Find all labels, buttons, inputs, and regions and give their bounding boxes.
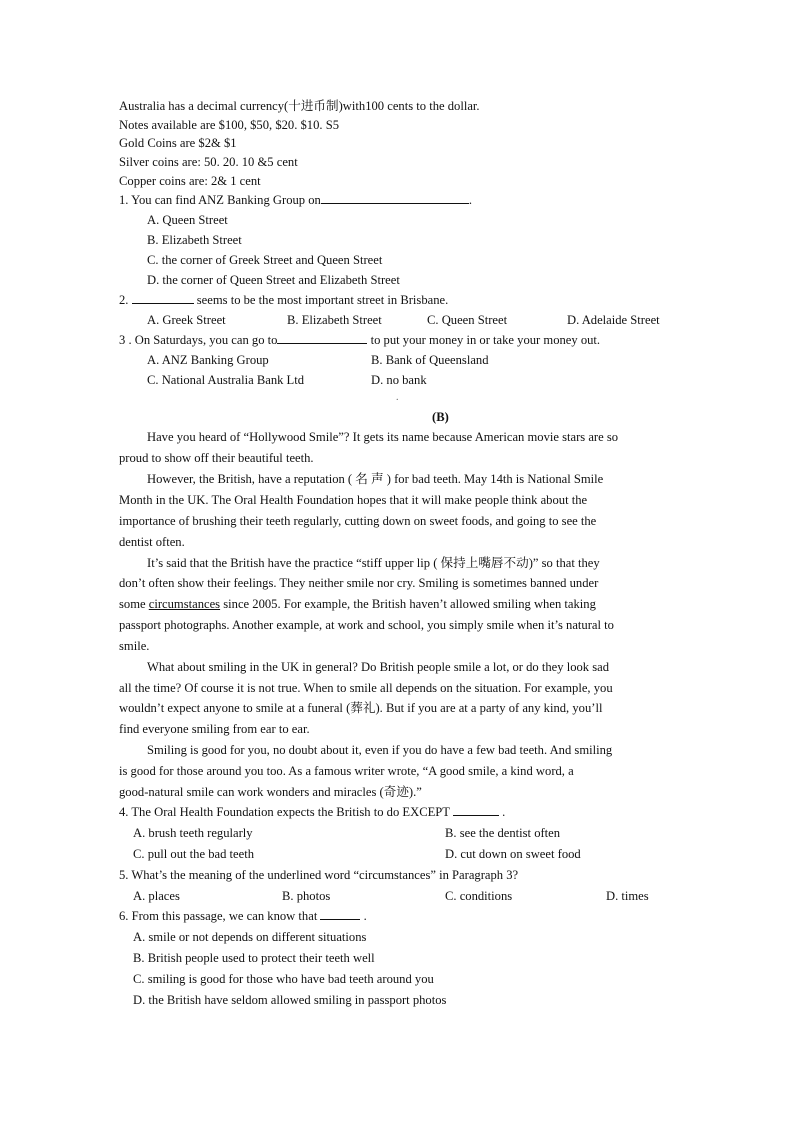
paragraph-line: find everyone smiling from ear to ear.: [119, 722, 310, 736]
question-3-stem: 3 . On Saturdays, you can go to: [119, 333, 278, 347]
option: B. photos: [282, 889, 331, 903]
paragraph-line: However, the British, have a reputation ( 名 声 ) for bad teeth. May 14th is National Smile: [147, 472, 604, 486]
paragraph-line: importance of brushing their teeth regularly, cutting down on sweet foods, and going to see the: [119, 514, 597, 528]
question-5: 5. What’s the meaning of the underlined word “circumstances” in Paragraph 3?: [119, 868, 519, 882]
option: A. ANZ Banking Group: [147, 353, 269, 367]
answer-blank: [453, 804, 499, 816]
option: C. pull out the bad teeth: [133, 847, 255, 861]
question-2-number: 2.: [119, 293, 129, 307]
option: D. the British have seldom allowed smiling in passport photos: [133, 993, 447, 1007]
intro-line: Notes available are $100, $50, $20. $10. S5: [119, 118, 339, 132]
question-4-end: .: [502, 805, 506, 819]
question-2: [119, 292, 448, 308]
option: A. Greek Street: [147, 313, 226, 327]
underlined-word: circumstances: [148, 597, 221, 611]
option: A. smile or not depends on different situations: [133, 930, 367, 944]
option: D. times: [606, 889, 649, 903]
intro-line: Gold Coins are $2& $1: [119, 136, 237, 150]
option: B. Elizabeth Street: [287, 313, 382, 327]
answer-blank: [320, 908, 360, 920]
question-1-stem: 1. You can find ANZ Banking Group on: [119, 193, 321, 207]
option: C. conditions: [445, 889, 513, 903]
paragraph-line: wouldn’t expect anyone to smile at a funeral (葬礼). But if you are at a party of any kind, you’ll: [119, 701, 603, 715]
paragraph-line: all the time? Of course it is not true. When to smile all depends on the situation. For example, you: [119, 681, 613, 695]
paragraph-line: passport photographs. Another example, at work and school, you simply smile when it’s natural to: [119, 618, 614, 632]
paragraph-line: Smiling is good for you, no doubt about it, even if you do have a few bad teeth. And smiling: [147, 743, 613, 757]
question-6-stem: 6. From this passage, we can know that: [119, 909, 318, 923]
paragraph-line: [119, 596, 596, 612]
section-title: (B): [432, 410, 449, 424]
option: C. National Australia Bank Ltd: [147, 373, 305, 387]
option: B. Elizabeth Street: [147, 233, 242, 247]
option: B. British people used to protect their teeth well: [133, 951, 375, 965]
option: D. Adelaide Street: [567, 313, 660, 327]
question-3: [119, 332, 600, 348]
intro-line: Australia has a decimal currency(十进币制)with100 cents to the dollar.: [119, 99, 480, 113]
paragraph-line: Have you heard of “Hollywood Smile”? It gets its name because American movie stars are so: [147, 430, 619, 444]
option: A. places: [133, 889, 180, 903]
stray-dot: .: [396, 392, 399, 403]
paragraph-line: dentist often.: [119, 535, 185, 549]
intro-line: Copper coins are: 2& 1 cent: [119, 174, 261, 188]
answer-blank: [277, 332, 367, 344]
option: A. brush teeth regularly: [133, 826, 253, 840]
paragraph-line: proud to show off their beautiful teeth.: [119, 451, 314, 465]
paragraph-line: don’t often show their feelings. They neither smile nor cry. Smiling is sometimes banned under: [119, 576, 599, 590]
answer-blank: [321, 192, 469, 204]
paragraph-line: What about smiling in the UK in general? Do British people smile a lot, or do they look sad: [147, 660, 610, 674]
paragraph-text: since 2005. For example, the British haven’t allowed smiling when taking: [223, 597, 596, 611]
option: A. Queen Street: [147, 213, 228, 227]
paragraph-line: smile.: [119, 639, 150, 653]
question-2-stem: seems to be the most important street in Brisbane.: [196, 293, 449, 307]
question-6-end: .: [363, 909, 367, 923]
question-1-end: .: [468, 193, 472, 207]
option: D. no bank: [371, 373, 427, 387]
question-4: [119, 804, 505, 820]
paragraph-line: good-natural smile can work wonders and miracles (奇迹).”: [119, 785, 422, 799]
option: D. cut down on sweet food: [445, 847, 581, 861]
option: C. Queen Street: [427, 313, 508, 327]
option: C. the corner of Greek Street and Queen Street: [147, 253, 383, 267]
option: C. smiling is good for those who have bad teeth around you: [133, 972, 434, 986]
paragraph-line: Month in the UK. The Oral Health Foundation hopes that it will make people think about the: [119, 493, 588, 507]
question-6: [119, 908, 367, 924]
option: B. see the dentist often: [445, 826, 561, 840]
question-4-stem: 4. The Oral Health Foundation expects the British to do EXCEPT: [119, 805, 450, 819]
question-1: [119, 192, 472, 208]
paragraph-line: is good for those around you too. As a famous writer wrote, “A good smile, a kind word, a: [119, 764, 574, 778]
question-3-stem-end: to put your money in or take your money out.: [370, 333, 601, 347]
answer-blank: [132, 292, 194, 304]
option: D. the corner of Queen Street and Elizabeth Street: [147, 273, 400, 287]
paragraph-line: It’s said that the British have the practice “stiff upper lip ( 保持上嘴唇不动)” so that they: [147, 556, 600, 570]
paragraph-text: some: [119, 597, 146, 611]
intro-line: Silver coins are: 50. 20. 10 &5 cent: [119, 155, 298, 169]
option: B. Bank of Queensland: [371, 353, 489, 367]
